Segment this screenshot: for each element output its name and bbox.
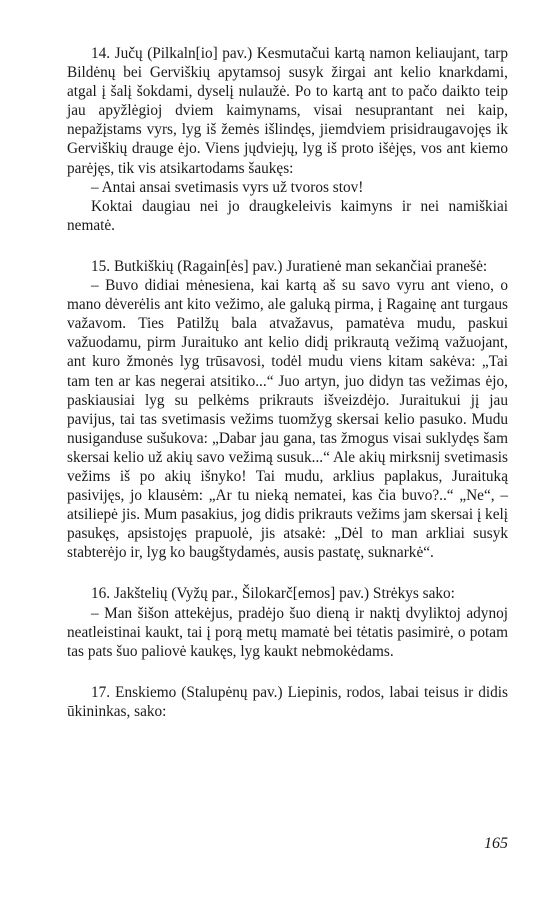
entry-16 <box>67 584 508 660</box>
entry-17 <box>67 683 508 721</box>
quoted-speech: – Buvo didiai mėnesiena, kai kartą aš su savo vyru ant vieno, o mano dėverėlis ant kito vežimo, ale galuką pirma, į Ragainę ant turgaus važavom. Ties Patilžų bala atvažavus, pamatėva mudu, paskui važuodamu, pirm Juraituko ant kelio didį prikrautą vežimą važuojant, ant kuro žmonės lyg trūsavosi, todėl mudu viens kitam sakėva: „Tai tam ten ar kas negerai atsitiko...“ Juo artyn, juo didyn tas vežimas ėjo, paskiausiai lyg su pelkėms prikrauts išveizdėjo. Juraitukui jį jau pavijus, tai tas svetimasis vežims tuomžyg skersai kelio pasuko. Mudu nusiganduse sušukova: „Dabar jau gana, tas žmogus visai suklydęs šam skersai kelio už akių savo vežimą susuk...“ Ale akių mirksnij svetimasis vežims iš po akių išnyko! Tai mudu, arklius paplakus, Juraituką pasivijęs, jo klausėm: „Ar tu nieką nematei, kas čia buvo?..“ „Ne“, – atsiliepė jis. Mum pasakius, jog didis prikrauts vežims jam skersai į kelį pasukęs, apsistojęs prapuolė, jis atsakė: „Dėl to man arkliai susyk stabterėjo ir, lyg ko baugštydamės, ausis pastatę, suknarkė“. <box>67 277 508 562</box>
quoted-speech: – Man šišon attekėjus, pradėjo šuo dieną ir naktį dvyliktoj adynoj neatleistinai kaukt, tai į porą metų mamatė bei tėtatis pasimirė, o potam tas pats šuo paliovė kaukęs, lyg kaukt nebmokėdams. <box>67 604 508 660</box>
paragraph: 15. Butkiškių (Ragain[ės] pav.) Juratienė man sekančiai pranešė: <box>91 257 488 275</box>
paragraph: 14. Jučų (Pilkaln[io] pav.) Kesmutačui kartą namon keliaujant, tarp Bildėnų bei Gerviškių apytamsoj susyk žirgai ant kelio knarkdami, atgal į šalį šokdami, dyselį nulaužė. Po to kartą ant to pačo daikto teip jau apyžlėgioj dviem kaimynams, visai nesuprantant nei kaip, nepažįstams vyrs, lyg iš žemės išlindęs, jiemdviem prisidraugavojęs ik Gerviškių drauge ėjo. Viens jųdviejų, lyg iš proto išėjęs, vos ant kiemo parėjęs, tik vis atsikartodams šaukęs: <box>67 45 508 177</box>
entry-gap <box>67 661 508 683</box>
paragraph: 16. Jakštelių (Vyžų par., Šilokarč[emos] pav.) Strėkys sako: <box>91 585 455 603</box>
page-number: 165 <box>484 835 508 852</box>
entry-gap <box>67 235 508 257</box>
quoted-speech: – Antai ansai svetimasis vyrs už tvoros stov! <box>91 178 364 196</box>
paragraph: Koktai daugiau nei jo draugkeleivis kaimyns ir nei namiškiai nematė. <box>67 197 508 234</box>
entry-15 <box>67 257 508 563</box>
entry-14 <box>67 44 508 235</box>
entry-gap <box>67 562 508 584</box>
paragraph: 17. Enskiemo (Stalupėnų pav.) Liepinis, rodos, labai teisus ir didis ūkininkas, sako: <box>67 683 508 720</box>
